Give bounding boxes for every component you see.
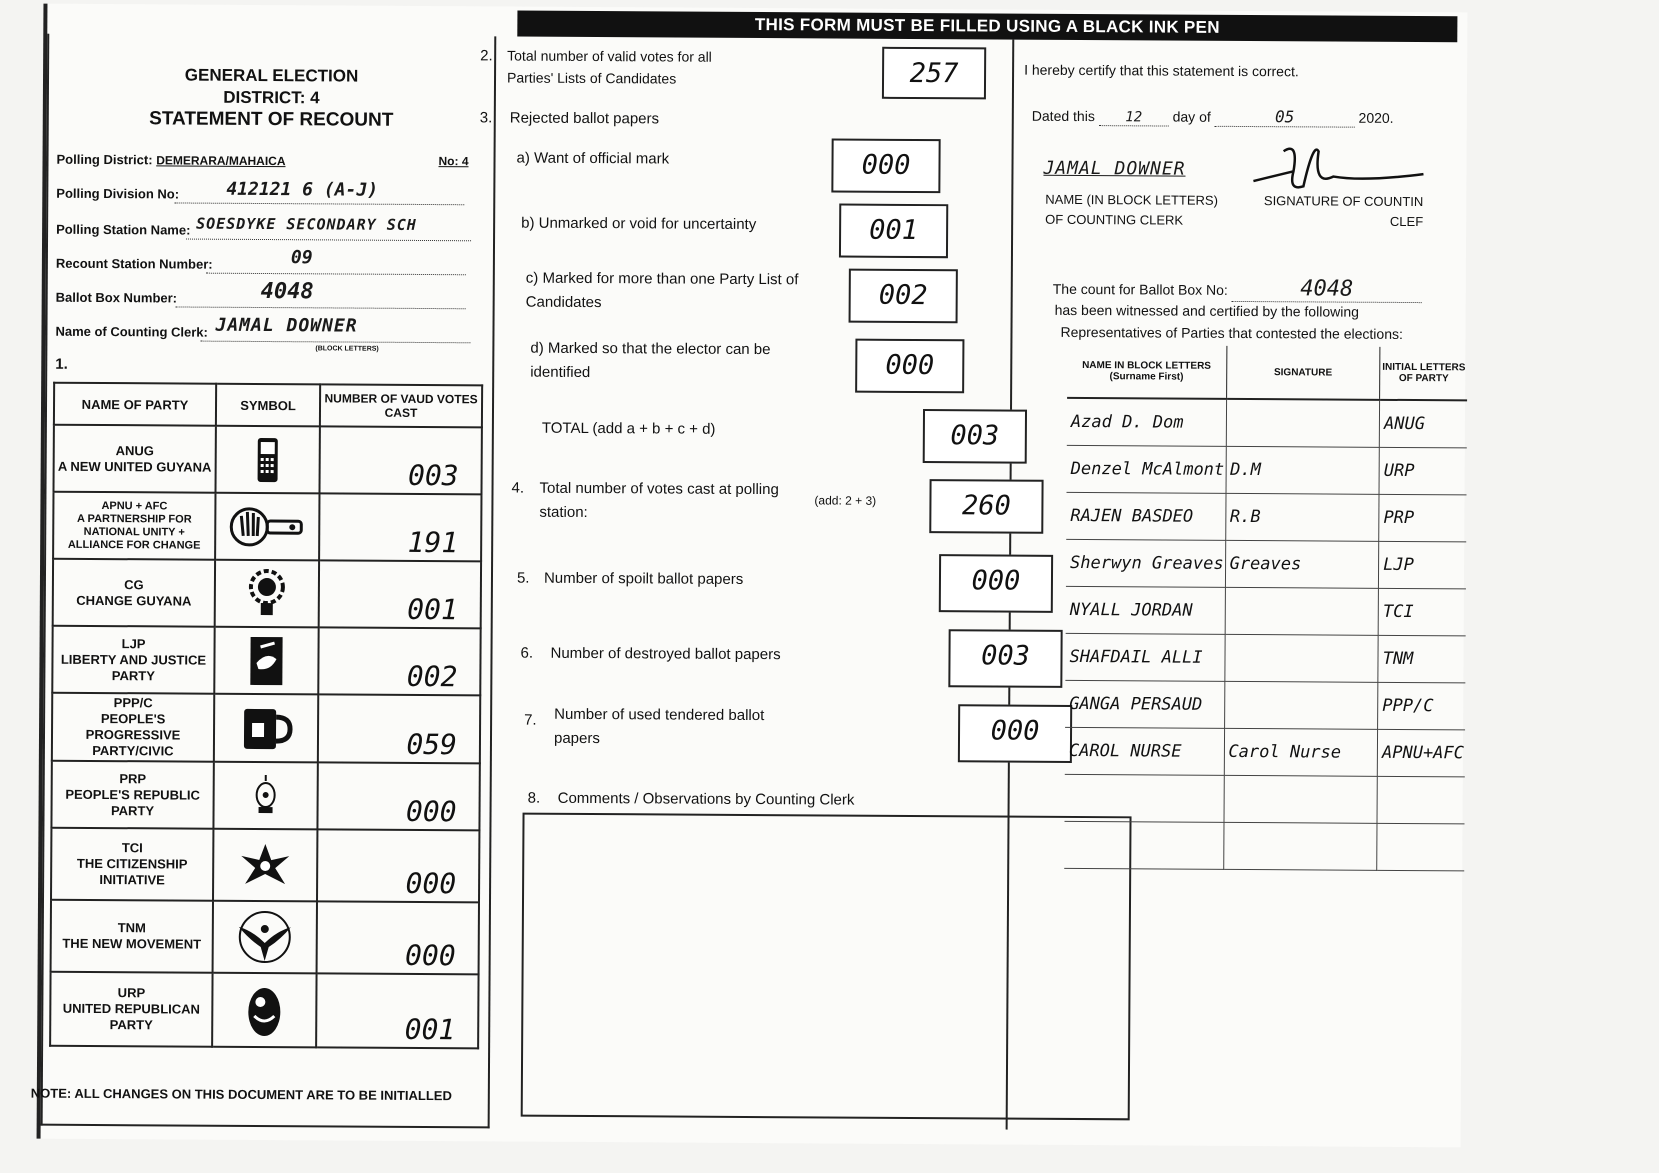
identified-box: 000 — [855, 339, 964, 394]
table-row — [53, 559, 481, 629]
item-6-num: 6. — [520, 644, 534, 662]
lantern-icon — [213, 762, 317, 830]
party-votes-table — [49, 382, 483, 1050]
table-row — [1067, 445, 1467, 494]
party-cell — [51, 828, 213, 901]
footer-note: NOTE: ALL CHANGES ON THIS DOCUMENT ARE TO BE INITIALLED — [30, 1085, 452, 1104]
table-row — [53, 425, 481, 495]
item-8-label: Comments / Observations by Counting Clerk — [557, 789, 855, 809]
party-abbr: APNU + AFC — [101, 499, 168, 512]
rep-name: Sherwyn Greaves — [1066, 539, 1225, 587]
rep-party: TCI — [1378, 588, 1466, 636]
clerk-name-value: JAMAL DOWNER — [1043, 157, 1186, 180]
day-of-label: day of — [1172, 108, 1211, 125]
item-a-label: a) Want of official mark — [516, 149, 670, 168]
party-name: THE CITIZENSHIP INITIATIVE — [76, 855, 188, 888]
votes-cell: 000 — [317, 762, 479, 830]
statement-of-recount-form — [30, 4, 1468, 1148]
item-2-num: 2. — [480, 47, 493, 65]
banner: THIS FORM MUST BE FILLED USING A BLACK INK PEN — [517, 11, 1457, 43]
signature-label: SIGNATURE OF COUNTIN CLEF — [1263, 193, 1424, 230]
rep-name: SHAFDAIL ALLI — [1065, 633, 1224, 681]
table-row — [50, 972, 478, 1049]
col-header-symbol: SYMBOL — [216, 384, 320, 427]
col-header-votes: NUMBER OF VAUD VOTES CAST — [320, 384, 482, 427]
rep-name: Azad D. Dom — [1067, 398, 1226, 446]
party-name: A PARTNERSHIP FOR NATIONAL UNITY + ALLIANCE FOR CHANGE — [67, 512, 201, 552]
item-6-label: Number of destroyed ballot papers — [550, 644, 781, 664]
table-row — [51, 900, 479, 975]
recount-station-row — [55, 247, 476, 274]
votes-cell: 059 — [318, 694, 480, 763]
rep-signature — [1225, 587, 1379, 635]
party-name: PEOPLE'S REPUBLIC PARTY — [65, 786, 200, 818]
clerk-label: Name of Counting Clerk: — [55, 323, 208, 340]
party-cell — [53, 425, 215, 493]
destroyed-ballots-box: 003 — [948, 629, 1062, 688]
votes-cell: 001 — [319, 560, 481, 628]
item-4-add: (add: 2 + 3) — [814, 493, 877, 508]
flower-icon — [213, 829, 317, 902]
item-5-label: Number of spoilt ballot papers — [543, 569, 744, 588]
lightbulb-icon — [215, 560, 319, 628]
rep-party — [1377, 823, 1465, 871]
rep-party: LJP — [1379, 541, 1467, 589]
spoilt-ballots-box: 000 — [939, 554, 1053, 613]
table-row — [51, 761, 479, 831]
total-label: TOTAL (add a + b + c + d) — [541, 419, 716, 438]
rep-name — [1065, 774, 1224, 822]
rep-party: ANUG — [1379, 400, 1467, 448]
item-2-label: Total number of valid votes for all Parties' Lists of Candidates — [506, 47, 712, 87]
year-text: 2020. — [1358, 109, 1394, 126]
rep-signature: D.M — [1226, 446, 1380, 494]
table-row — [53, 492, 481, 562]
unmarked-box: 001 — [839, 204, 948, 259]
party-abbr: LJP — [121, 635, 146, 651]
district-no: No: 4 — [438, 154, 469, 169]
figure-icon — [212, 973, 316, 1048]
rep-party: PRP — [1379, 494, 1467, 542]
rejected-total-box: 003 — [923, 409, 1027, 464]
party-cell — [51, 761, 213, 829]
votes-cell: 000 — [317, 829, 479, 902]
rep-signature — [1226, 399, 1380, 447]
item-7-num: 7. — [524, 711, 537, 729]
witness-line-2: Representatives of Parties that contested the elections: — [1060, 323, 1403, 342]
party-abbr: ANUG — [115, 442, 154, 458]
reps-header-party: INITIAL LETTERS OF PARTY — [1380, 347, 1468, 401]
middle-column — [479, 36, 1040, 1129]
table-row — [52, 693, 480, 764]
witness-line-1: has been witnessed and certified by the following — [1054, 301, 1359, 320]
tendered-ballots-box: 000 — [958, 704, 1072, 763]
polling-district-row — [56, 152, 476, 170]
representatives-table — [1064, 345, 1467, 871]
handshake-icon — [214, 627, 318, 695]
section-1-label: 1. — [55, 355, 68, 373]
party-abbr: PPP/C — [113, 695, 153, 711]
rep-party: APNU+AFC — [1377, 729, 1465, 777]
month-value: 05 — [1215, 107, 1355, 128]
table-row — [1065, 680, 1465, 729]
title-general-election: GENERAL ELECTION — [184, 65, 359, 86]
party-cell — [51, 900, 213, 973]
rep-signature: Greaves — [1225, 540, 1379, 588]
eagle-icon — [213, 901, 317, 974]
party-name: A NEW UNITED GUYANA — [57, 458, 212, 475]
polling-station-row — [56, 214, 476, 240]
clerk-value: JAMAL DOWNER — [215, 314, 358, 337]
title-district: DISTRICT: 4 — [223, 87, 320, 108]
form-title — [49, 64, 494, 133]
reps-header-signature: SIGNATURE — [1226, 346, 1380, 400]
party-cell — [53, 559, 215, 627]
name-block-label: NAME (IN BLOCK LETTERS) OF COUNTING CLERK — [1045, 191, 1218, 228]
party-name: PEOPLE'S PROGRESSIVE PARTY/CIVIC — [85, 711, 181, 759]
polling-division-label: Polling Division No: — [56, 185, 180, 202]
rep-name: NYALL JORDAN — [1066, 586, 1225, 634]
dotted-line — [176, 290, 466, 309]
left-column — [30, 34, 497, 1129]
polling-station-value: SOESDYKE SECONDARY SCH — [196, 214, 417, 234]
day-value: 12 — [1099, 109, 1169, 126]
rep-name: RAJEN BASDEO — [1066, 492, 1225, 540]
count-label: The count for Ballot Box No: — [1052, 280, 1228, 298]
reps-header-name: NAME IN BLOCK LETTERS (Surname First) — [1067, 345, 1226, 399]
dated-this-label: Dated this — [1031, 107, 1095, 125]
cup-icon — [214, 694, 318, 763]
polling-division-value: 412121 6 (A-J) — [226, 178, 379, 201]
rep-party: URP — [1379, 447, 1467, 495]
want-official-mark-box: 000 — [831, 138, 940, 193]
rep-signature — [1223, 822, 1377, 870]
polling-division-row — [56, 178, 476, 204]
ballot-box-row — [55, 278, 476, 308]
item-3-num: 3. — [479, 109, 493, 127]
table-row — [1065, 633, 1465, 682]
clerk-row — [55, 314, 475, 353]
table-row — [52, 626, 480, 696]
right-column — [1008, 40, 1465, 1133]
rep-name: Denzel McAlmont — [1067, 445, 1226, 493]
table-row — [1065, 774, 1465, 823]
party-abbr: PRP — [119, 770, 147, 786]
count-row — [1053, 275, 1422, 303]
phone-icon — [215, 426, 319, 494]
total-votes-cast-box: 260 — [929, 479, 1043, 534]
polling-station-label: Polling Station Name: — [56, 221, 191, 238]
votes-cell: 002 — [318, 627, 480, 695]
item-b-label: b) Unmarked or void for uncertainty — [521, 214, 757, 234]
rep-signature — [1224, 775, 1378, 823]
rep-name: CAROL NURSE — [1065, 727, 1224, 775]
polling-district-value: DEMERARA/MAHAICA — [156, 153, 286, 169]
rep-party: PPP/C — [1378, 682, 1466, 730]
rep-signature — [1224, 634, 1378, 682]
block-letters-note: (BLOCK LETTERS) — [315, 345, 379, 353]
recount-station-label: Recount Station Number: — [55, 255, 213, 272]
party-abbr: CG — [124, 576, 144, 592]
hand-key-icon — [215, 493, 319, 561]
item-4-label: Total number of votes cast at polling station: — [539, 479, 779, 521]
table-row — [1066, 539, 1466, 588]
table-row — [1067, 398, 1467, 448]
votes-cell: 001 — [316, 973, 478, 1048]
marked-more-than-one-box: 002 — [849, 269, 958, 324]
rep-signature: Carol Nurse — [1224, 728, 1378, 776]
votes-cell: 000 — [317, 901, 479, 974]
item-7-label: Number of used tendered ballot papers — [553, 705, 765, 748]
count-value: 4048 — [1232, 276, 1422, 303]
item-5-num: 5. — [516, 569, 530, 587]
party-abbr: URP — [117, 985, 146, 1001]
dotted-line — [206, 257, 466, 276]
party-name: CHANGE GUYANA — [76, 592, 192, 609]
table-row — [1066, 492, 1466, 541]
table-row — [1065, 727, 1465, 776]
party-name: THE NEW MOVEMENT — [62, 935, 202, 952]
party-abbr: TCI — [121, 840, 143, 856]
certify-text: I hereby certify that this statement is correct. — [1024, 61, 1299, 80]
valid-votes-box: 257 — [882, 47, 986, 100]
recount-station-value: 09 — [290, 247, 313, 269]
item-8-num: 8. — [527, 789, 541, 807]
party-cell — [53, 492, 215, 560]
table-row — [1066, 586, 1466, 635]
rep-party — [1377, 776, 1465, 824]
party-name: LIBERTY AND JUSTICE PARTY — [60, 651, 207, 683]
item-3-label: Rejected ballot papers — [509, 109, 660, 128]
polling-district-label: Polling District: — [56, 151, 153, 168]
rep-name — [1064, 821, 1223, 869]
party-name: UNITED REPUBLICAN PARTY — [62, 1000, 200, 1033]
rep-signature: R.B — [1225, 493, 1379, 541]
rep-name: GANGA PERSAUD — [1065, 680, 1224, 728]
party-cell — [52, 626, 214, 694]
item-4-num: 4. — [511, 479, 525, 497]
item-c-label: c) Marked for more than one Party List of Candidates — [525, 269, 799, 312]
table-row — [51, 828, 479, 903]
party-abbr: TNM — [117, 920, 146, 936]
votes-cell: 191 — [319, 493, 481, 561]
col-header-party: NAME OF PARTY — [54, 383, 216, 426]
party-cell — [52, 693, 214, 762]
votes-cell: 003 — [319, 426, 481, 494]
ballot-box-label: Ballot Box Number: — [55, 289, 178, 306]
date-row — [1032, 106, 1394, 128]
item-d-label: d) Marked so that the elector can be identified — [530, 339, 771, 382]
rep-signature — [1224, 681, 1378, 729]
ballot-box-value: 4048 — [260, 278, 314, 305]
party-cell — [50, 972, 212, 1047]
rep-party: TNM — [1378, 635, 1466, 683]
title-statement: STATEMENT OF RECOUNT — [149, 108, 394, 131]
table-row — [1064, 821, 1464, 870]
